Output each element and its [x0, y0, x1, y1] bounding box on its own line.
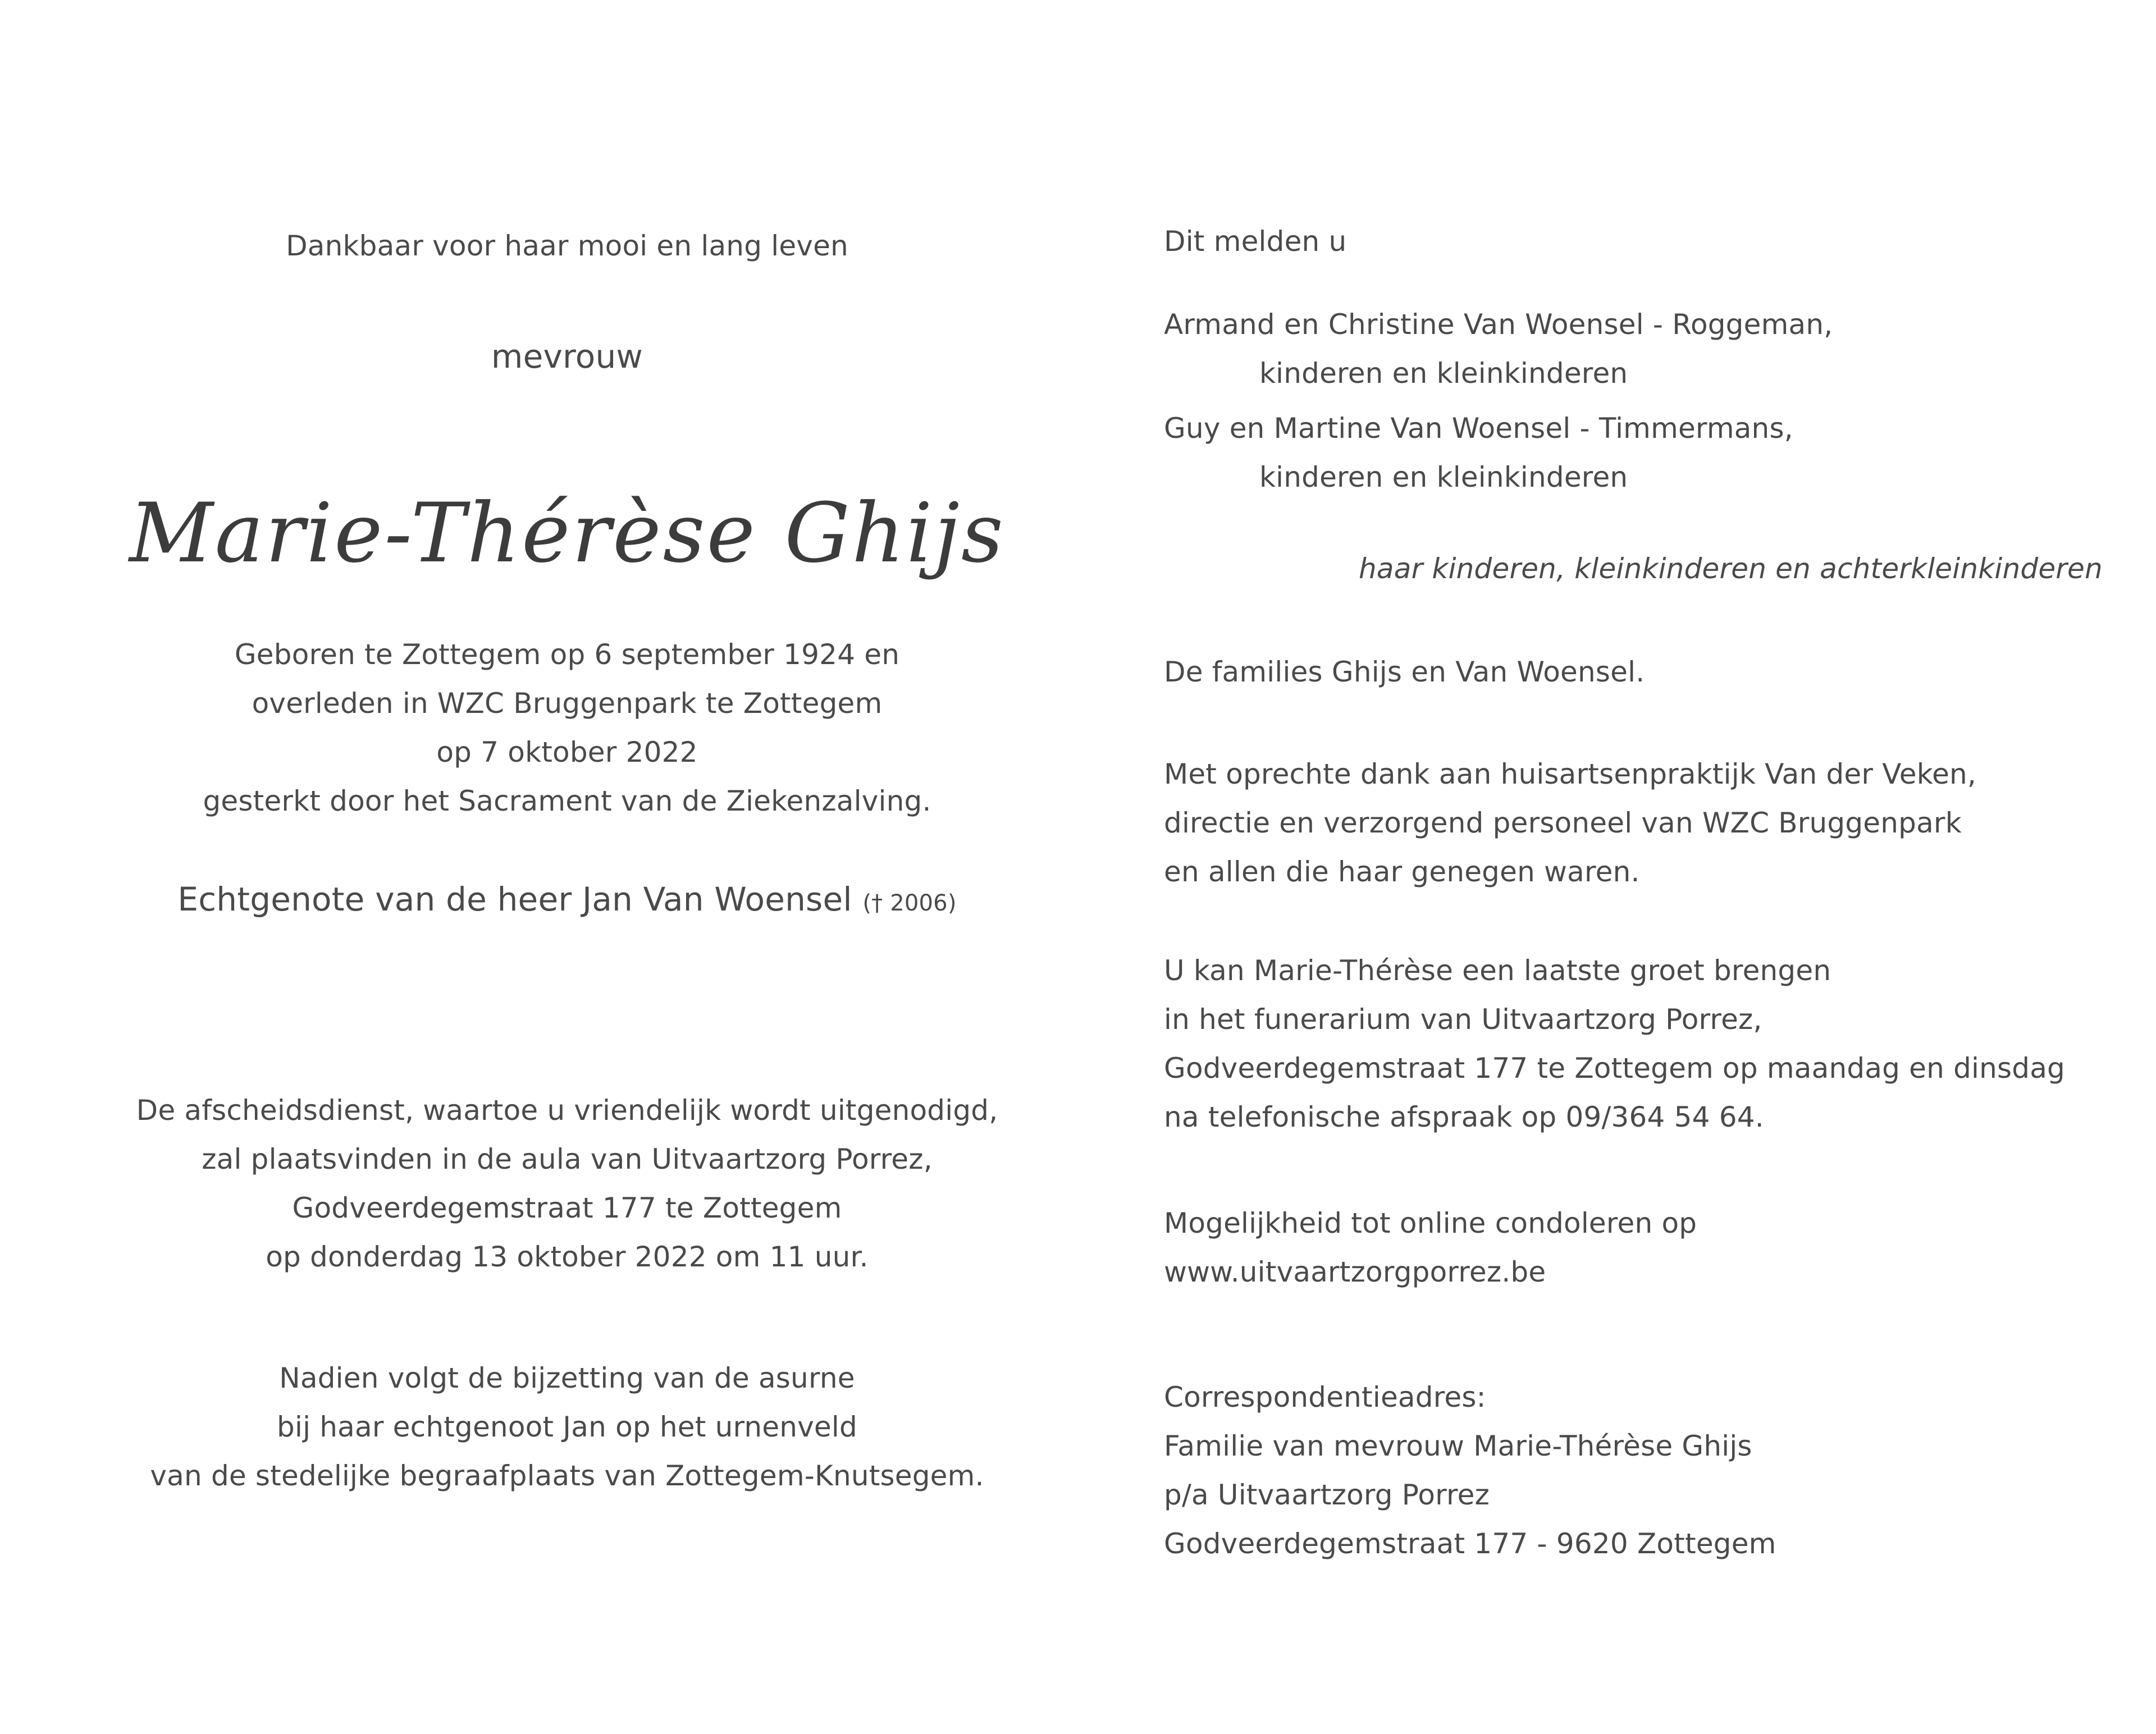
burial-line-3: van de stedelijke begraafplaats van Zottegem-Knutsegem.: [150, 1460, 984, 1492]
spouse-text: Echtgenote van de heer Jan Van Woensel: [177, 880, 863, 918]
thanks-line-2: directie en verzorgend personeel van WZC Bruggenpark: [1164, 807, 1962, 839]
family2-names: Guy en Martine Van Woensel - Timmermans,: [1164, 412, 1793, 445]
visit-line-2: in het funerarium van Uitvaartzorg Porrez,: [1164, 1003, 1762, 1036]
title-text: mevrouw: [491, 337, 643, 376]
descendants-line: haar kinderen, kleinkinderen en achterkleinkinderen: [1359, 552, 2103, 585]
condolence-url: www.uitvaartzorgporrez.be: [1164, 1256, 1546, 1288]
correspondence-line-2: p/a Uitvaartzorg Porrez: [1164, 1479, 1490, 1511]
service-line-4: op donderdag 13 oktober 2022 om 11 uur.: [266, 1241, 869, 1273]
visit-line-3: Godveerdegemstraat 177 te Zottegem op maandag en dinsdag: [1164, 1052, 2065, 1085]
families-line: De families Ghijs en Van Woensel.: [1164, 656, 1645, 688]
service-line-2: zal plaatsvinden in de aula van Uitvaartzorg Porrez,: [202, 1143, 933, 1175]
birth-line-1: Geboren te Zottegem op 6 september 1924 en: [234, 638, 900, 671]
correspondence-line-1: Familie van mevrouw Marie-Thérèse Ghijs: [1164, 1430, 1752, 1462]
birth-line-3: op 7 oktober 2022: [436, 736, 698, 768]
condolence-line-1: Mogelijkheid tot online condoleren op: [1164, 1207, 1697, 1239]
birth-line-4: gesterkt door het Sacrament van de Ziekenzalving.: [203, 785, 931, 817]
thanks-line-1: Met oprechte dank aan huisartsenpraktijk Van der Veken,: [1164, 758, 1977, 790]
service-line-1: De afscheidsdienst, waartoe u vriendelijk wordt uitgenodigd,: [136, 1094, 998, 1127]
deceased-name: Marie-Thérèse Ghijs: [129, 486, 1005, 581]
announce-intro: Dit melden u: [1164, 225, 1347, 258]
visit-line-4: na telefonische afspraak op 09/364 54 64.: [1164, 1101, 1764, 1133]
spouse-death-year: († 2006): [862, 890, 957, 916]
intro-text: Dankbaar voor haar mooi en lang leven: [286, 230, 848, 262]
burial-line-1: Nadien volgt de bijzetting van de asurne: [279, 1362, 855, 1394]
visit-line-1: U kan Marie-Thérèse een laatste groet brengen: [1164, 954, 1831, 987]
thanks-line-3: en allen die haar genegen waren.: [1164, 855, 1640, 888]
correspondence-line-3: Godveerdegemstraat 177 - 9620 Zottegem: [1164, 1527, 1776, 1560]
service-line-3: Godveerdegemstraat 177 te Zottegem: [292, 1192, 842, 1224]
family1-sub: kinderen en kleinkinderen: [1259, 357, 1628, 390]
correspondence-heading: Correspondentieadres:: [1164, 1381, 1486, 1413]
family1-names: Armand en Christine Van Woensel - Roggeman,: [1164, 308, 1833, 341]
burial-line-2: bij haar echtgenoot Jan op het urnenveld: [277, 1411, 857, 1443]
spouse-line: [0, 882, 1134, 920]
family2-sub: kinderen en kleinkinderen: [1259, 461, 1628, 493]
birth-line-2: overleden in WZC Bruggenpark te Zottegem: [252, 687, 883, 720]
